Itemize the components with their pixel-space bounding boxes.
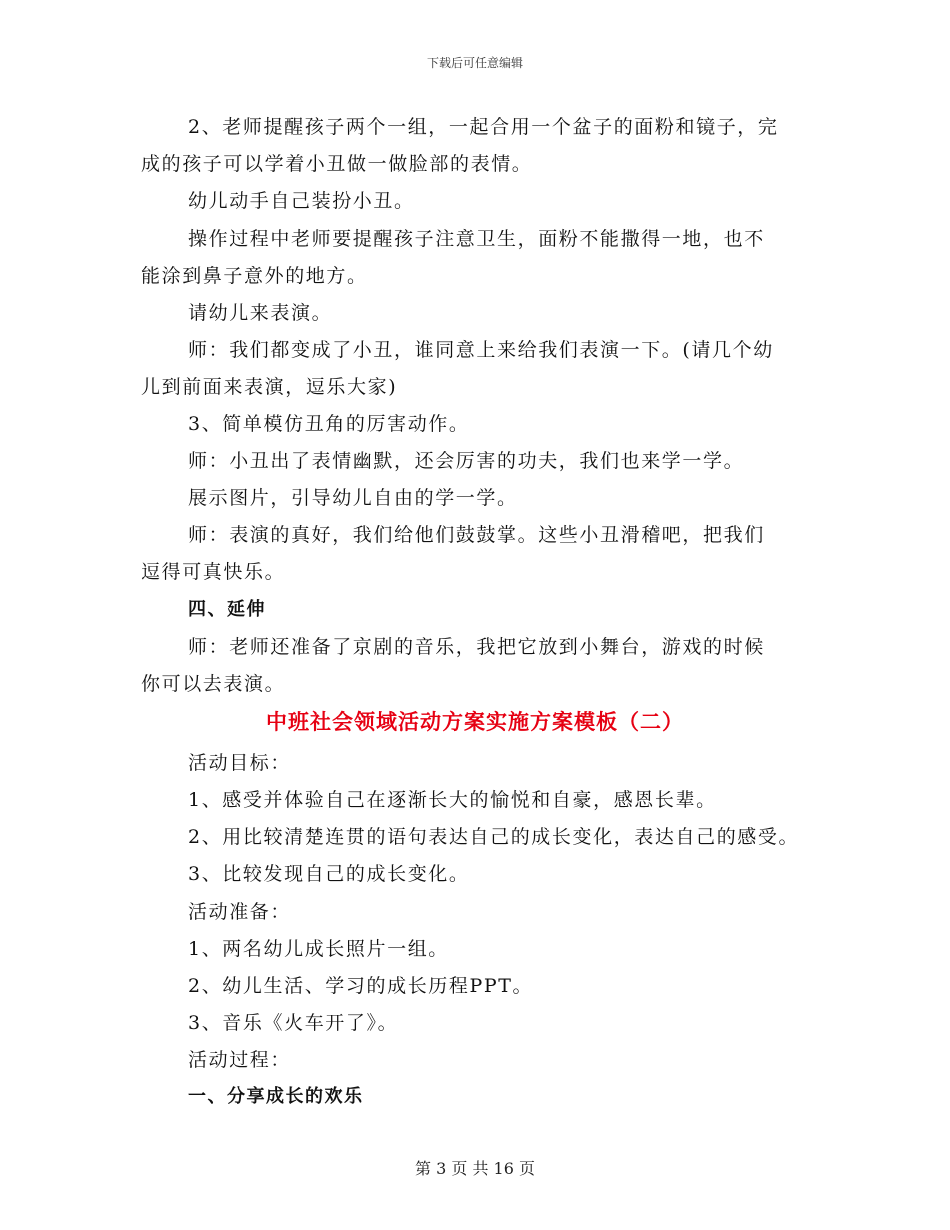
paragraph-line: 成的孩子可以学着小丑做一做脸部的表情。 — [141, 153, 533, 175]
section-heading: 一、分享成长的欢乐 — [188, 1086, 364, 1107]
list-item: 1、两名幼儿成长照片一组。 — [188, 938, 449, 960]
section-heading: 四、延伸 — [188, 599, 266, 620]
paragraph-line: 活动准备： — [188, 901, 292, 923]
paragraph-line: 操作过程中老师要提醒孩子注意卫生，面粉不能撒得一地，也不 — [188, 228, 765, 250]
page-header: 下载后可任意编辑 — [426, 56, 523, 70]
paragraph-line: 3、简单模仿丑角的厉害动作。 — [188, 413, 470, 435]
paragraph-line: 儿到前面来表演，逗乐大家) — [141, 376, 398, 398]
paragraph-line: 请幼儿来表演。 — [188, 302, 333, 324]
paragraph-line: 师：小丑出了表情幽默，还会厉害的功夫，我们也来学一学。 — [188, 450, 745, 472]
paragraph-line: 师：表演的真好，我们给他们鼓鼓掌。这些小丑滑稽吧，把我们 — [188, 524, 765, 546]
list-item: 1、感受并体验自己在逐渐长大的愉悦和自豪，感恩长辈。 — [188, 789, 717, 811]
paragraph-line: 逗得可真快乐。 — [141, 561, 286, 583]
paragraph-line: 展示图片，引导幼儿自由的学一学。 — [188, 487, 518, 509]
paragraph-line: 你可以去表演。 — [141, 673, 286, 695]
paragraph-line: 活动过程： — [188, 1049, 292, 1071]
page-footer: 第 3 页 共 16 页 — [415, 1159, 535, 1178]
paragraph-line: 能涂到鼻子意外的地方。 — [141, 265, 368, 287]
list-item: 3、比较发现自己的成长变化。 — [188, 863, 470, 885]
paragraph-line: 活动目标： — [188, 752, 292, 774]
list-item: 2、用比较清楚连贯的语句表达自己的成长变化，表达自己的感受。 — [188, 826, 800, 848]
paragraph-line: 2、老师提醒孩子两个一组，一起合用一个盆子的面粉和镜子，完 — [188, 116, 779, 138]
document-title: 中班社会领域活动方案实施方案模板（二） — [266, 710, 684, 734]
paragraph-line: 师：老师还准备了京剧的音乐，我把它放到小舞台，游戏的时候 — [188, 636, 765, 658]
paragraph-line: 师：我们都变成了小丑，谁同意上来给我们表演一下。(请几个幼 — [188, 339, 774, 361]
list-item: 2、幼儿生活、学习的成长历程PPT。 — [188, 975, 534, 997]
paragraph-line: 幼儿动手自己装扮小丑。 — [188, 190, 415, 212]
list-item: 3、音乐《火车开了》。 — [188, 1012, 399, 1034]
